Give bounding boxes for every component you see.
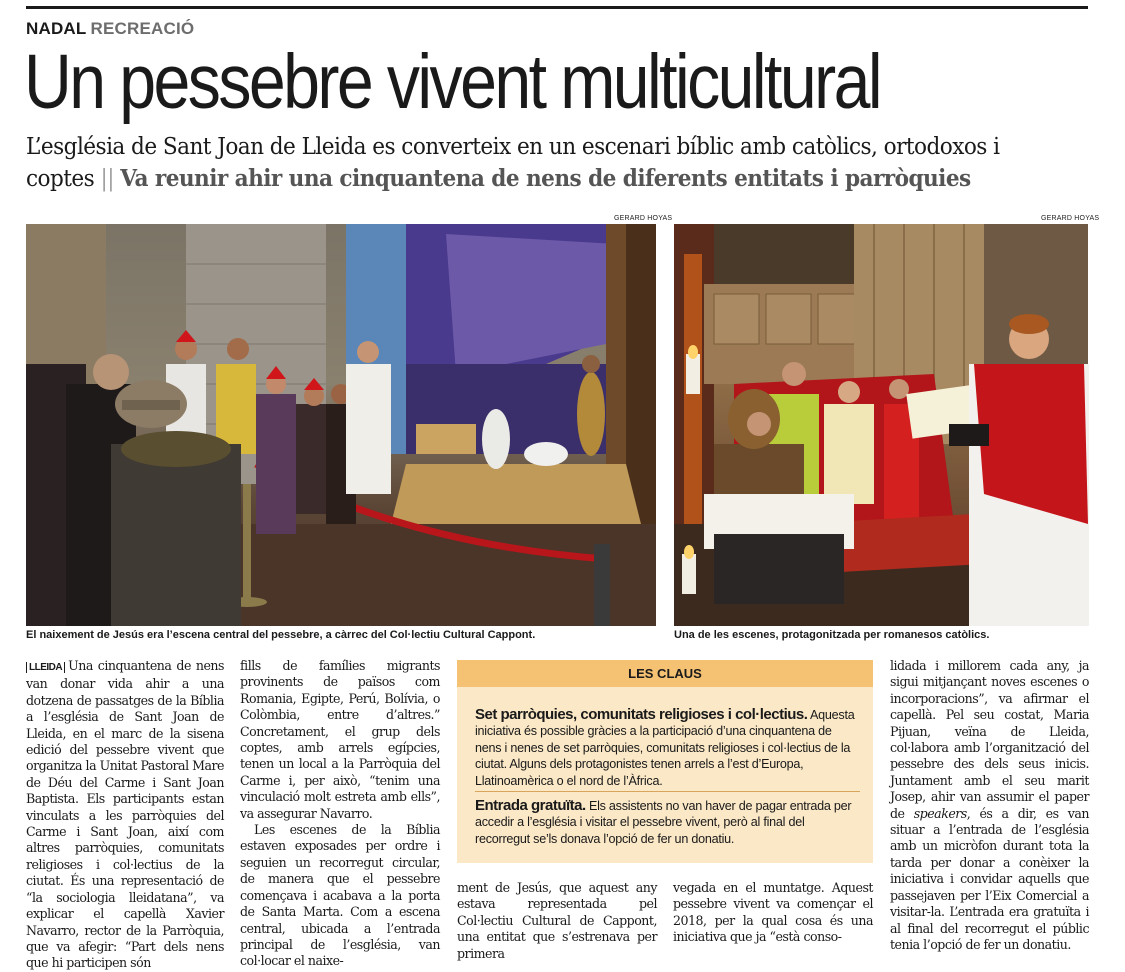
key-points-box <box>457 660 873 863</box>
section-name: NADAL <box>26 19 87 38</box>
article-column-2 <box>240 658 440 970</box>
article-col1-text: Una cinquantena de nens van donar vida ahir a una dotzena de passatges de la Bíblia a l’església de Sant Joan de Lleida, en el marc de la sisena edició del pessebre vivent que organitza la Unitat Pastoral Mare de Déu del Carme i Sant Joan Baptista. Els participants estan vinculats a les parròquies del Carme i Sant Joan, així com altres parròquies, comunitats religioses i col·lectius de la ciutat. És una representació de “la sociologia lleidatana”, va explicar el capellà Xavier Navarro, rector de la Parròquia, que va afegir: “Part dels nens que hi participen són <box>26 658 224 971</box>
top-rule <box>26 6 1088 9</box>
photo-romanian-illustration <box>674 224 1088 626</box>
key-point-1-lead: Set parròquies, comunitats religioses i col·lectius. <box>475 706 808 723</box>
article-col2-paragraph2: Les escenes de la Bíblia estaven exposades per ordre i seguien un recorregut circular, de manera que el pessebre començava i acabava a la porta de Santa Marta. Com a escena central, ubicada a l’entrada principal de l’església, van col·locar el naixe- <box>240 822 440 969</box>
photo-romanian-scene <box>674 224 1088 626</box>
photo2-caption: Una de les escenes, protagonitzada per romanesos catòlics. <box>674 629 990 641</box>
photo-nativity-scene <box>26 224 656 626</box>
subheadline <box>26 132 1028 195</box>
article-col2-paragraph1: fills de famílies migrants provinents de països com Romania, Egipte, Perú, Bolívia, o Colòmbia, entre d’altres.” Concretament, el grup dels coptes, amb arrels egípcies, tenen un local a la Parròquia del Carme i, per això, “tenim una vinculació molt estreta amb ells”, va assegurar Navarro. <box>240 658 440 821</box>
headline: Un pessebre vivent multicultural <box>24 39 880 125</box>
article-col3-text: ment de Jesús, que aquest any estava representada pel Col·lectiu Cultural de Cappont, una entitat que s’estrenava per primera <box>457 880 657 961</box>
key-point-2-lead: Entrada gratuïta. <box>475 797 586 814</box>
photo1-caption: El naixement de Jesús era l’escena central del pessebre, a càrrec del Col·lectiu Cultural Cappont. <box>26 629 536 641</box>
photo2-credit: GERARD HOYAS <box>1041 215 1100 222</box>
article-col4-text: vegada en el muntatge. Aquest pessebre vivent va començar el 2018, per la qual cosa és una iniciativa que ja “està conso- <box>673 880 873 945</box>
subsection-name: RECREACIÓ <box>90 19 195 38</box>
article-col5-text-before: lidada i millorem cada any, ja sigui mitjançant noves escenes o incorporacions”, va afirmar el capellà. Pel seu costat, Maria Pijuan, veïna de Lleida, col·labora amb l’organització del pessebre des dels seus inicis. Juntament amb el seu marit Josep, ahir van assumir el paper de <box>890 658 1089 821</box>
article-column-3 <box>457 880 657 962</box>
article-dateline: LLEIDA <box>26 662 65 673</box>
key-points-divider <box>475 791 860 792</box>
section-label <box>26 19 194 39</box>
article-col5-italic: speakers <box>913 805 967 821</box>
photo-nativity-illustration <box>26 224 656 626</box>
key-point-2-text: Els assistents no van haver de pagar entrada per accedir a l’església i visitar el pessebre vivent, però al final del recorregut se’ls donava l’opció de fer un donatiu. <box>475 799 852 846</box>
subheadline-part2: Va reunir ahir una cinquantena de nens de diferents entitats i parròquies <box>120 165 971 192</box>
subheadline-separator: || <box>100 166 114 192</box>
key-point-1 <box>475 707 860 789</box>
article-column-4 <box>673 880 873 946</box>
article-col5-text-after: , és a dir, es van situar a l’entrada de l’església amb un micròfon durant tota la tarda per donar a conèixer la iniciativa i convidar aquells que passejaven per l’Eix Comercial a visitar-la. L’entrada era gratuïta i al final del recorregut el públic tenia l’opció de fer un donatiu. <box>890 805 1089 952</box>
key-points-title: LES CLAUS <box>457 660 873 687</box>
article-column-1 <box>26 658 224 972</box>
key-point-1-text: Aquesta iniciativa és possible gràcies a la participació d’una cinquantena de nens i nenes de set parròquies, comunitats religioses i col·lectius de la ciutat. Alguns dels protagonistes tenen arrels a l’est d’Europa, Llatinoamèrica o el nord de l’Àfrica. <box>475 708 855 788</box>
key-point-2 <box>475 798 860 847</box>
photo1-credit: GERARD HOYAS <box>614 215 673 222</box>
article-column-5 <box>890 658 1089 953</box>
subheadline-part1: L’església de Sant Joan de Lleida es converteix en un escenari bíblic amb catòlics, ortodoxos i coptes <box>26 134 1000 192</box>
